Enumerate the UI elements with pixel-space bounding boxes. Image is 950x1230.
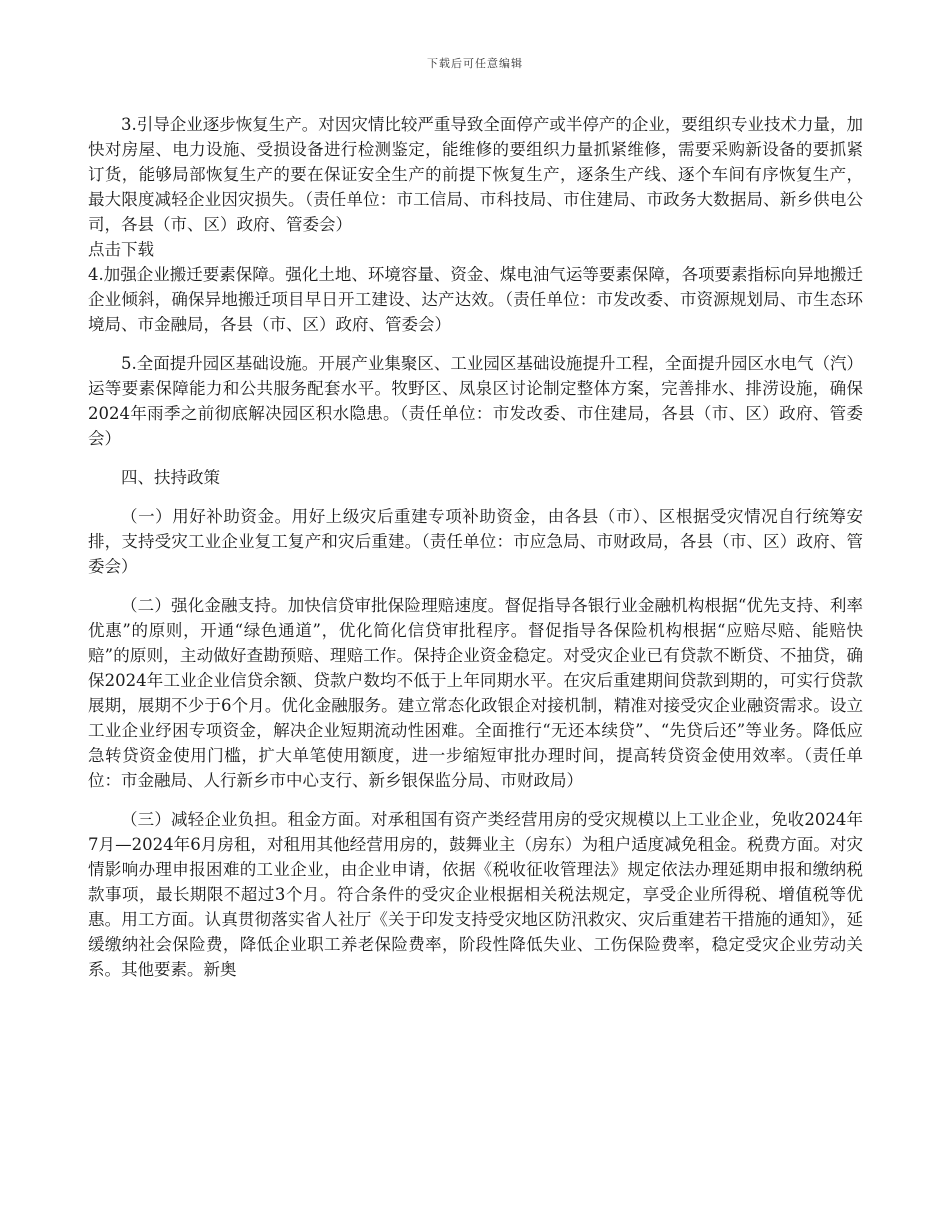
- paragraph-subsidy-funds: （一）用好补助资金。用好上级灾后重建专项补助资金，由各县（市）、区根据受灾情况自行统筹安排，支持受灾工业企业复工复产和灾后重建。（责任单位：市应急局、市财政局，各县（市、区）政府、管委会）: [88, 507, 863, 576]
- paragraph-restore-production: 3.引导企业逐步恢复生产。对因灾情比较严重导致全面停产或半停产的企业，要组织专业技术力量，加快对房屋、电力设施、受损设备进行检测鉴定，能维修的要组织力量抓紧维修，需要采购新设备的要抓紧订货，能够局部恢复生产的要在保证安全生产的前提下恢复生产，逐条生产线、逐个车间有序恢复生产，最大限度减轻企业因灾损失。（责任单位：市工信局、市科技局、市住建局、市政务大数据局、新乡供电公司，各县（市、区）政府、管委会）: [88, 115, 863, 234]
- page-header: 下载后可任意编辑: [427, 57, 523, 70]
- document-body: [88, 112, 863, 982]
- paragraph-relocation-support: 4.加强企业搬迁要素保障。强化土地、环境容量、资金、煤电油气运等要素保障，各项要素指标向异地搬迁企业倾斜，确保异地搬迁项目早日开工建设、达产达效。（责任单位：市发改委、市资源规划局、市生态环境局、市金融局，各县（市、区）政府、管委会）: [88, 265, 863, 334]
- download-link[interactable]: 点击下载: [88, 240, 154, 259]
- paragraph-park-infrastructure: 5.全面提升园区基础设施。开展产业集聚区、工业园区基础设施提升工程，全面提升园区水电气（汽）运等要素保障能力和公共服务配套水平。牧野区、凤泉区讨论制定整体方案，完善排水、排涝设施，确保2024年雨季之前彻底解决园区积水隐患。（责任单位：市发改委、市住建局，各县（市、区）政府、管委会）: [88, 354, 863, 448]
- paragraph-reduce-burden: （三）减轻企业负担。租金方面。对承租国有资产类经营用房的受灾规模以上工业企业，免收2024年7月—2024年6月房租，对租用其他经营用房的，鼓舞业主（房东）为租户适度减免租金。税费方面。对灾情影响办理申报困难的工业企业，由企业申请，依据《税收征收管理法》规定依法办理延期申报和缴纳税款事项，最长期限不超过3个月。符合条件的受灾企业根据相关税法规定，享受企业所得税、增值税等优惠。用工方面。认真贯彻落实省人社厅《关于印发支持受灾地区防汛救灾、灾后重建若干措施的通知》，延缓缴纳社会保险费，降低企业职工养老保险费率，阶段性降低失业、工伤保险费率，稳定受灾企业劳动关系。其他要素。新奥: [88, 810, 863, 979]
- paragraph-financial-support: （二）强化金融支持。加快信贷审批保险理赔速度。督促指导各银行业金融机构根据“优先支持、利率优惠”的原则，开通“绿色通道”，优化简化信贷审批程序。督促指导各保险机构根据“应赔尽赔、能赔快赔”的原则，主动做好查勘预赔、理赔工作。保持企业资金稳定。对受灾企业已有贷款不断贷、不抽贷，确保2024年工业企业信贷余额、贷款户数均不低于上年同期水平。在灾后重建期间贷款到期的，可实行贷款展期，展期不少于6个月。优化金融服务。建立常态化政银企对接机制，精准对接受灾企业融资需求。设立工业企业纾困专项资金，解决企业短期流动性困难。全面推行“无还本续贷”、“先贷后还”等业务。降低应急转贷资金使用门槛，扩大单笔使用额度，进一步缩短审批办理时间，提高转贷资金使用效率。（责任单位：市金融局、人行新乡市中心支行、新乡银保监分局、市财政局）: [88, 596, 863, 790]
- section-heading-support-policy: 四、扶持政策: [121, 468, 220, 487]
